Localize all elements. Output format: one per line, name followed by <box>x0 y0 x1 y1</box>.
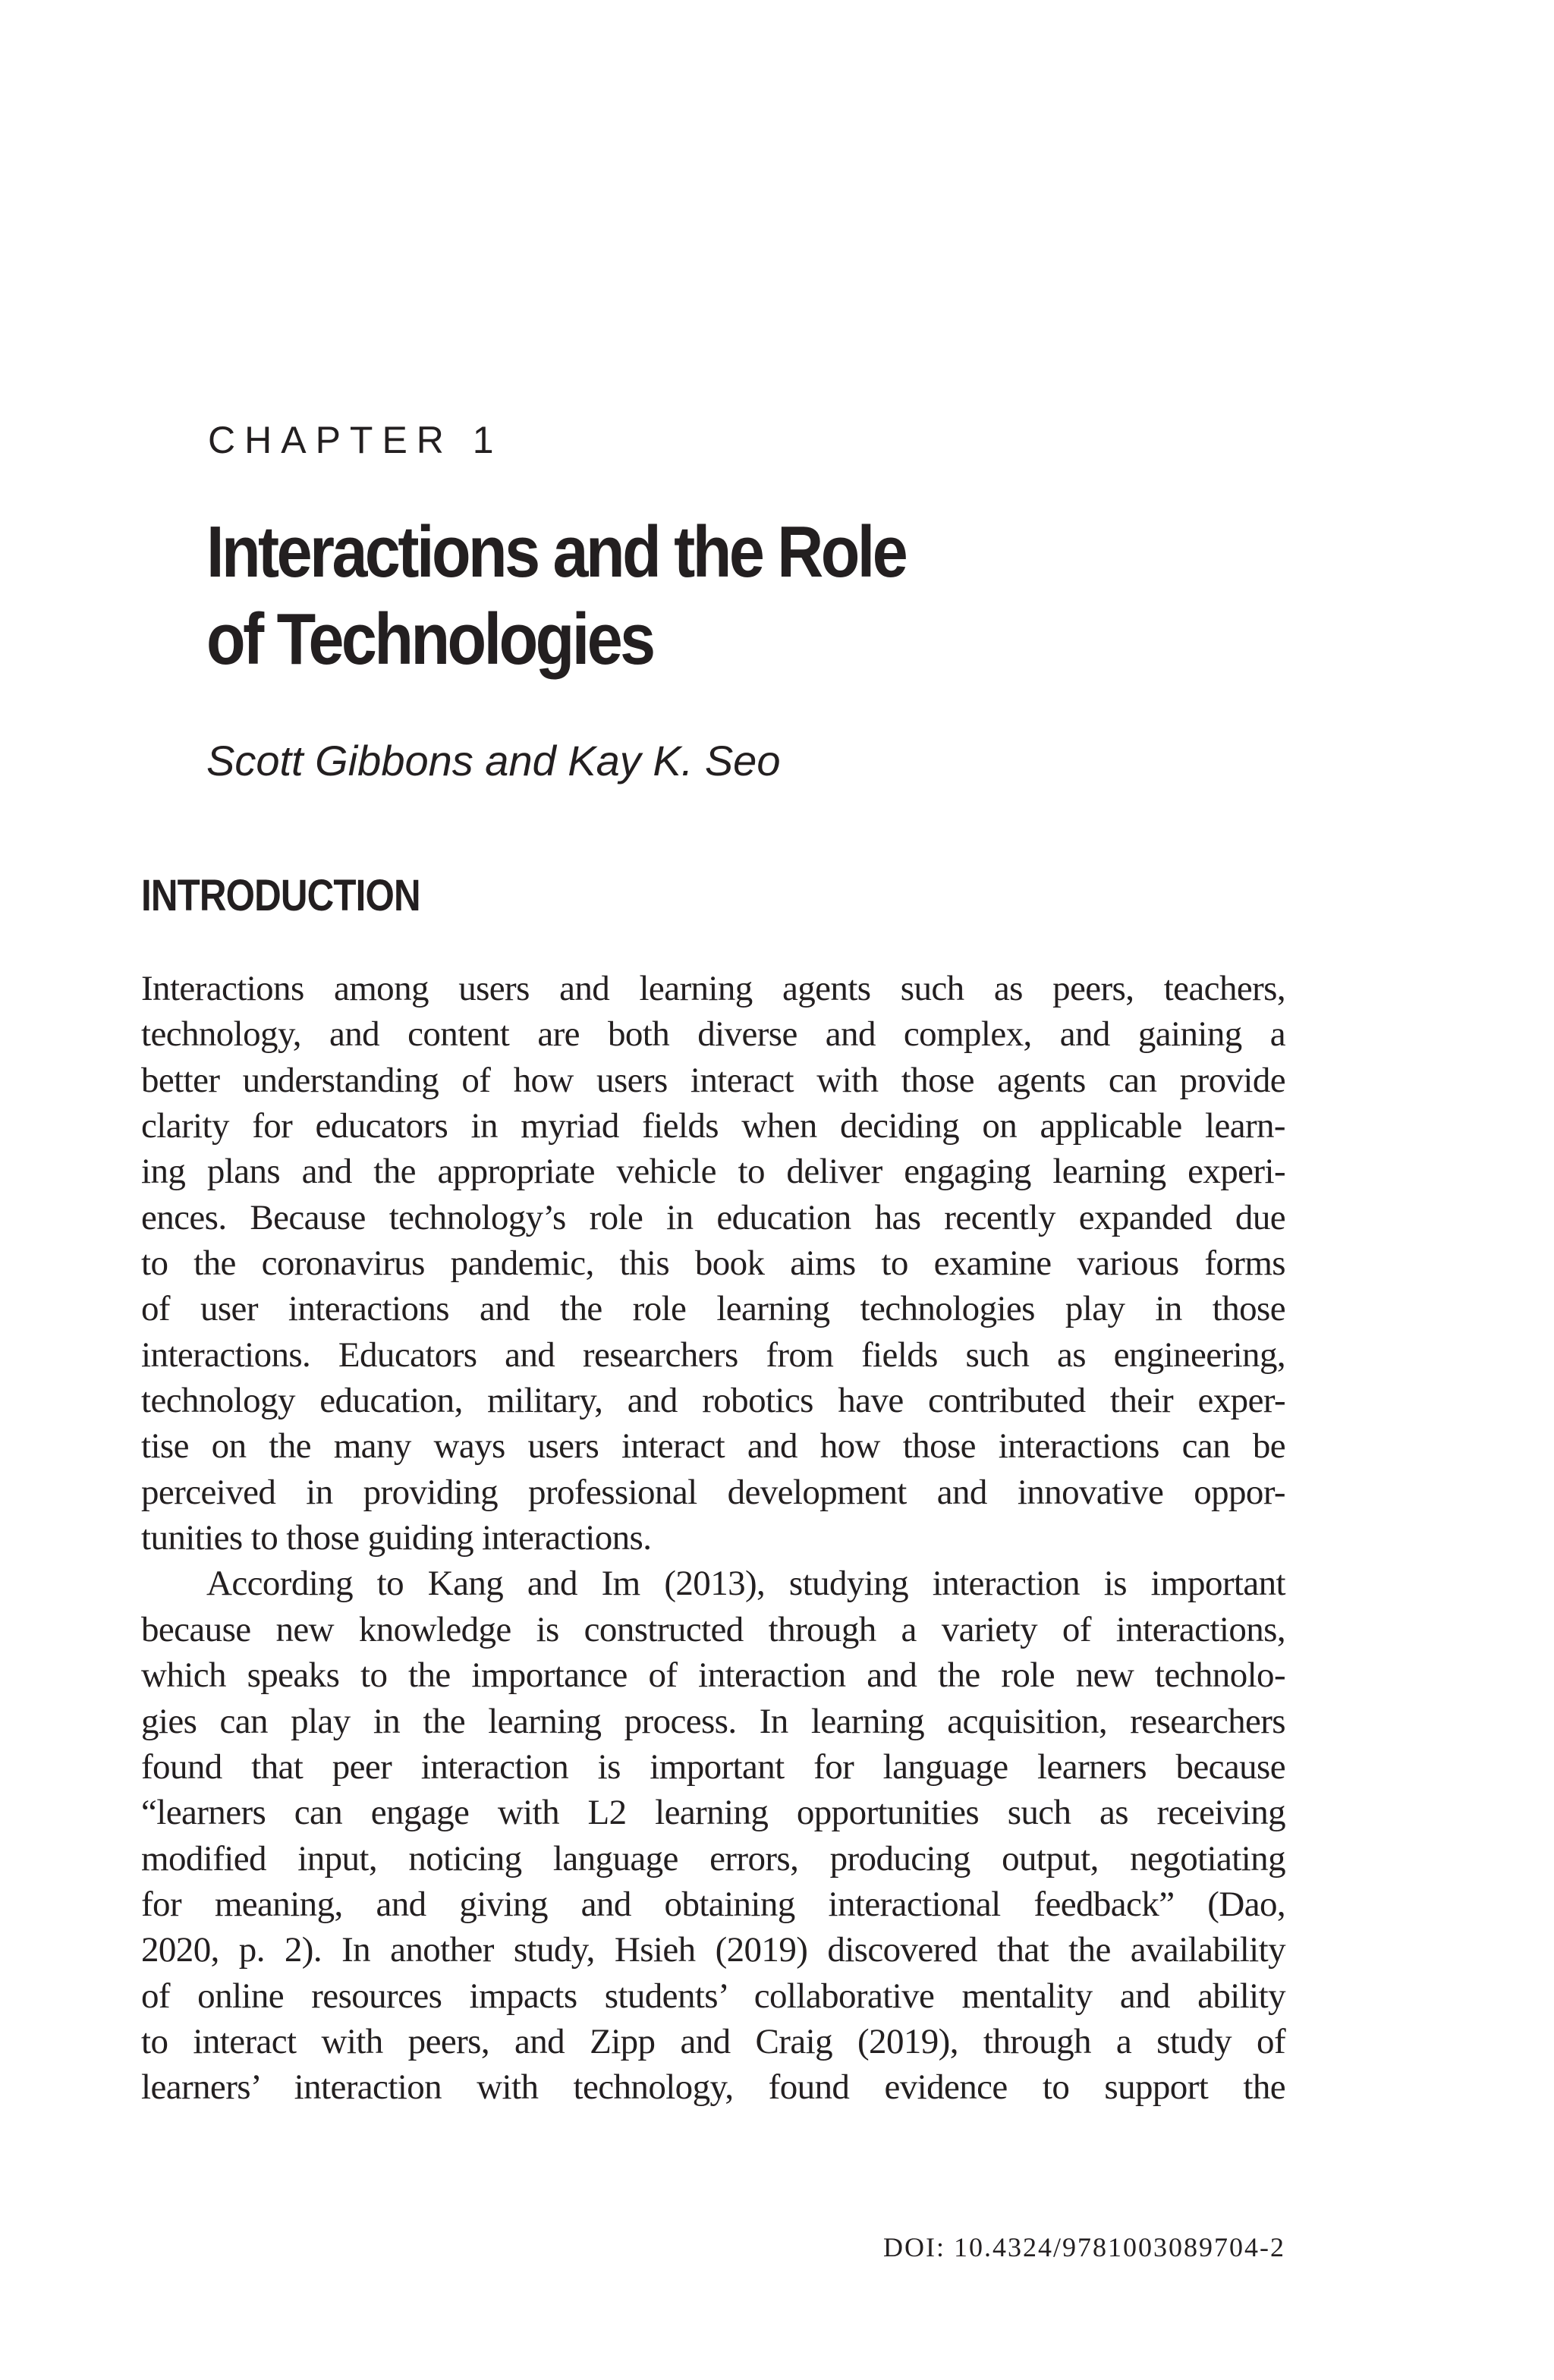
paragraph-2 <box>141 1561 1285 2110</box>
text-line: modified input, noticing language errors, producing output, negotiating <box>141 1838 1285 1879</box>
text-line: technology education, military, and robotics have contributed their exper- <box>141 1381 1285 1421</box>
text-line: to the coronavirus pandemic, this book aims to examine various forms <box>141 1243 1285 1284</box>
text-line: “learners can engage with L2 learning opportunities such as receiving <box>141 1793 1285 1833</box>
text-line: because new knowledge is constructed through a variety of interactions, <box>141 1609 1285 1649</box>
text-line: tunities to those guiding interactions. <box>141 1518 652 1558</box>
text-line: perceived in providing professional development and innovative oppor- <box>141 1472 1285 1512</box>
doi-footer: DOI: 10.4324/9781003089704-2 <box>883 2232 1285 2262</box>
text-line: learners’ interaction with technology, found evidence to support the <box>141 2067 1285 2108</box>
text-line: found that peer interaction is important for language learners because <box>141 1746 1285 1787</box>
chapter-title <box>206 508 1208 683</box>
text-line: clarity for educators in myriad fields when deciding on applicable learn- <box>141 1106 1285 1146</box>
text-line: tise on the many ways users interact and how those interactions can be <box>141 1426 1285 1467</box>
text-line: gies can play in the learning process. In learning acquisition, researchers <box>141 1701 1285 1741</box>
text-line: interactions. Educators and researchers from fields such as engineering, <box>141 1335 1285 1375</box>
text-line: for meaning, and giving and obtaining interactional feedback” (Dao, <box>141 1884 1285 1924</box>
body-text <box>141 966 1285 2111</box>
section-heading: INTRODUCTION <box>141 871 420 920</box>
text-line: ing plans and the appropriate vehicle to deliver engaging learning experi- <box>141 1152 1285 1192</box>
paragraph-1 <box>141 966 1285 1561</box>
text-line: of online resources impacts students’ collaborative mentality and ability <box>141 1976 1285 2016</box>
text-line: 2020, p. 2). In another study, Hsieh (2019) discovered that the availability <box>141 1930 1285 1970</box>
text-line: of user interactions and the role learning technologies play in those <box>141 1289 1285 1329</box>
chapter-title-line: of Technologies <box>206 599 653 680</box>
chapter-title-line: Interactions and the Role <box>206 511 906 593</box>
text-line: technology, and content are both diverse and complex, and gaining a <box>141 1014 1285 1055</box>
chapter-authors: Scott Gibbons and Kay K. Seo <box>206 737 781 784</box>
text-line: better understanding of how users interact with those agents can provide <box>141 1060 1285 1100</box>
text-line: ences. Because technology’s role in education has recently expanded due <box>141 1197 1285 1237</box>
chapter-label: CHAPTER 1 <box>208 419 503 461</box>
text-line: to interact with peers, and Zipp and Craig (2019), through a study of <box>141 2021 1285 2061</box>
text-line: which speaks to the importance of interaction and the role new technolo- <box>141 1655 1285 1696</box>
text-line: Interactions among users and learning agents such as peers, teachers, <box>141 969 1285 1008</box>
text-line: According to Kang and Im (2013), studying interaction is important <box>206 1564 1285 1604</box>
